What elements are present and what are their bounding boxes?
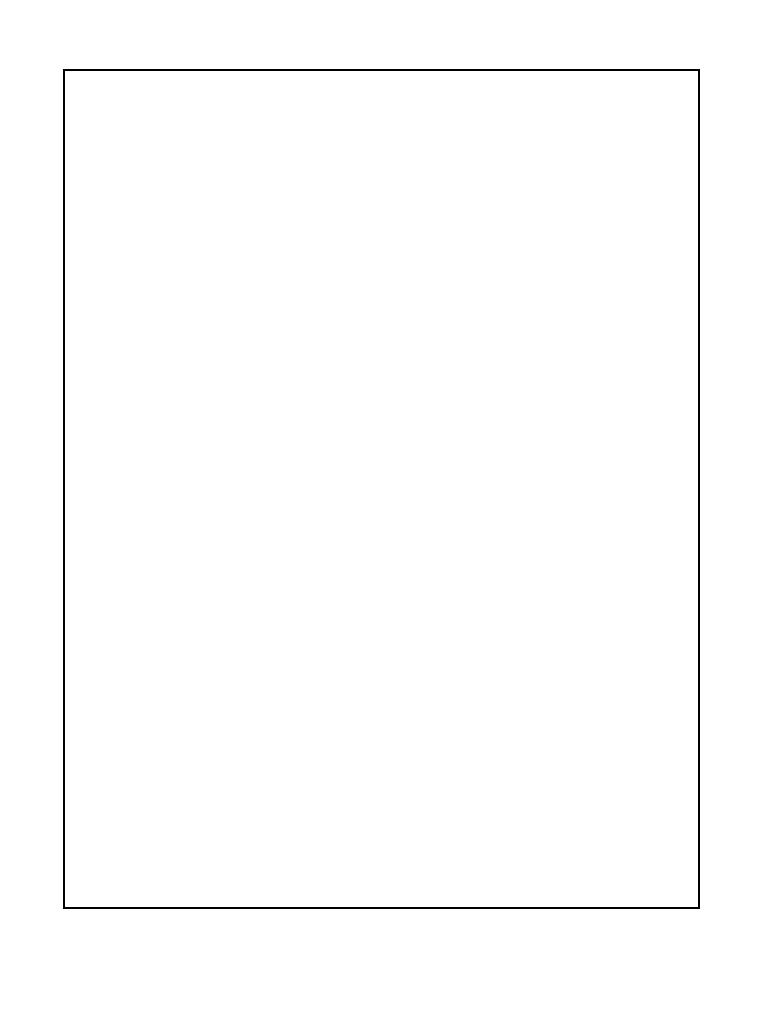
checklist-sheet [63,69,700,909]
